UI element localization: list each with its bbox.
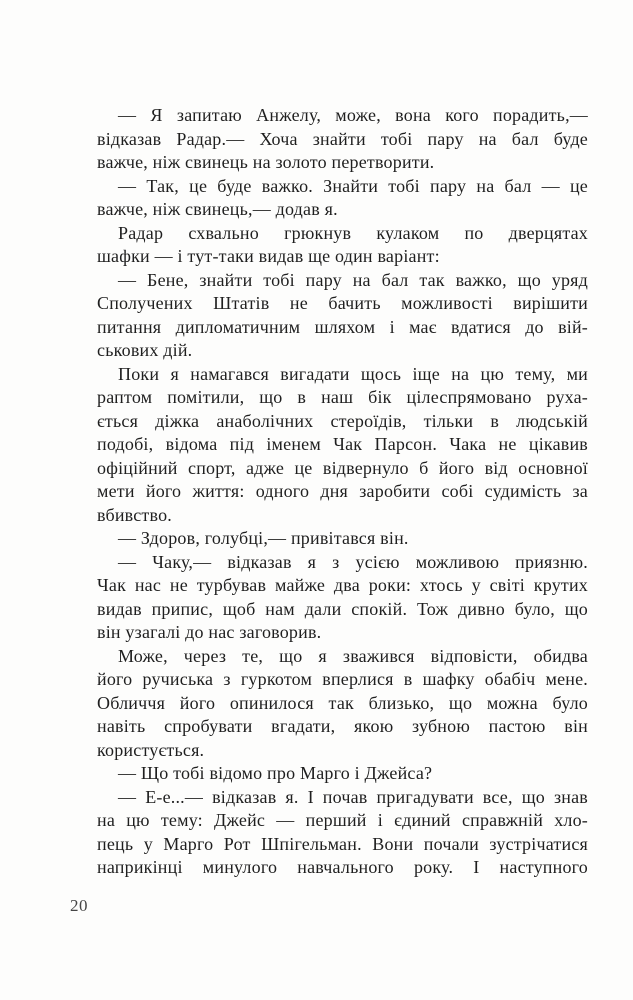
text-line: — Так, це буде важко. Знайти тобі пару на бал — це <box>118 175 588 196</box>
text-line: Чак нас не турбував майже два роки: хтось у світі крутих <box>97 575 588 595</box>
text-line: користується. <box>97 739 205 760</box>
text-line: Сполучених Штатів не бачить можливості вирішити <box>97 293 588 313</box>
text-line: наприкінці минулого навчального року. І наступного <box>97 857 588 877</box>
text-line: — Чаку,— відказав я з усією можливою приязню. <box>118 551 588 572</box>
page-number: 20 <box>70 896 88 915</box>
text-line: — Бене, знайти тобі пару на бал так важко, що уряд <box>118 269 588 290</box>
text-line: важче, ніж свинець,— додав я. <box>97 199 338 219</box>
text-line: пець у Марго Рот Шпігельман. Вони почали зустрічатися <box>97 833 588 854</box>
text-line: Поки я намагався вигадати щось іще на цю тему, ми <box>118 363 588 384</box>
text-line: ється діжка анаболічних стероїдів, тільки в людській <box>97 410 588 431</box>
text-line: Обличчя його опинилося так близько, що можна було <box>97 692 588 713</box>
text-line: мети його життя: одного дня заробити собі судимість за <box>97 481 588 501</box>
paragraph <box>97 527 588 551</box>
paragraph <box>97 175 588 222</box>
text-line: подобі, відома під іменем Чак Парсон. Чака не цікавив <box>97 434 588 454</box>
paragraph <box>97 645 588 763</box>
text-line: — Е-е...— відказав я. І почав пригадувати все, що знав <box>118 786 588 807</box>
paragraph <box>97 363 588 528</box>
text-line: — Здоров, голубці,— привітався він. <box>118 528 409 548</box>
paragraph <box>97 786 588 880</box>
text-line: Може, через те, що я зважився відповісти, обидва <box>118 645 588 666</box>
paragraph <box>97 762 588 786</box>
text-line: Радар схвально грюкнув кулаком по дверцятах <box>118 222 588 243</box>
text-line: видав припис, щоб нам дали спокій. Тож дивно було, що <box>97 598 588 619</box>
text-line: відказав Радар.— Хоча знайти тобі пару на бал буде <box>97 128 588 149</box>
text-line: навіть спробувати вгадати, якою зубною пастою він <box>97 716 588 736</box>
text-line: його ручиська з гуркотом вперлися в шафку обабіч мене. <box>97 669 588 689</box>
text-line: раптом помітили, що в наш бік цілеспрямовано руха- <box>97 387 588 407</box>
text-line: офіційний спорт, адже це відвернуло б його від основної <box>97 457 588 478</box>
text-line: питання дипломатичним шляхом і має вдатися до вій- <box>97 316 588 337</box>
paragraph <box>97 222 588 269</box>
paragraph <box>97 104 588 175</box>
text-line: — Я запитаю Анжелу, може, вона кого порадить,— <box>118 105 588 125</box>
text-line: шафки — і тут-таки видав ще один варіант: <box>97 246 440 266</box>
text-line: ськових дій. <box>97 340 193 360</box>
text-line: важче, ніж свинець на золото перетворити. <box>97 152 435 172</box>
text-line: — Що тобі відомо про Марго і Джейса? <box>118 763 433 783</box>
page-text <box>97 104 588 880</box>
paragraph <box>97 551 588 645</box>
text-line: вбивство. <box>97 504 172 525</box>
paragraph <box>97 269 588 363</box>
text-line: він узагалі до нас заговорив. <box>97 622 322 642</box>
text-line: на цю тему: Джейс — перший і єдиний справжній хло- <box>97 810 588 830</box>
